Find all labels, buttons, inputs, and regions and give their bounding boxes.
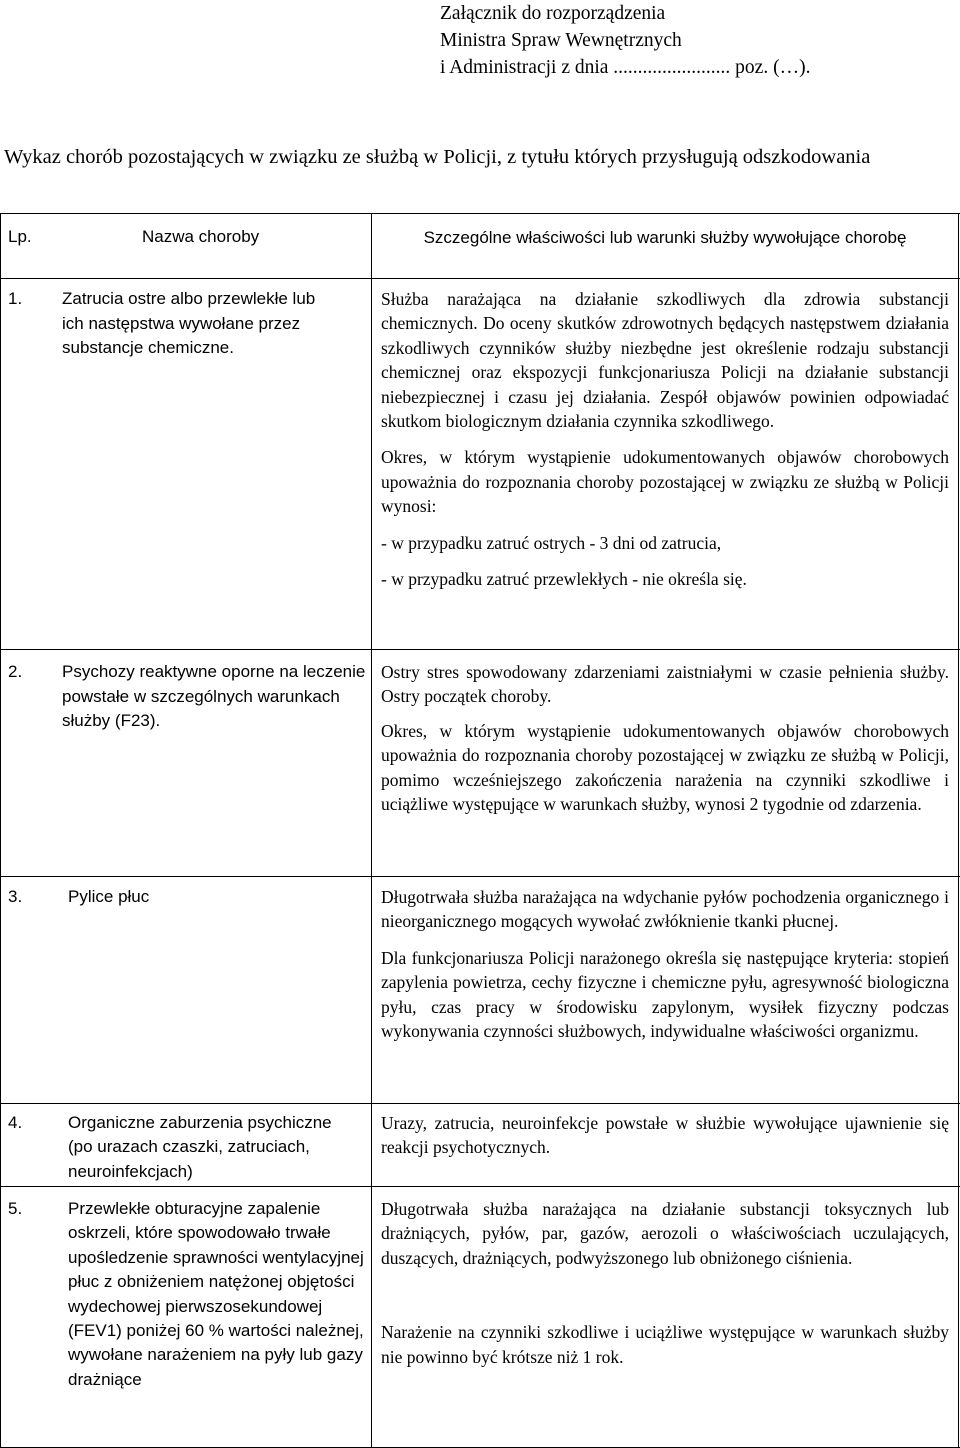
- disease-name: Psychozy reaktywne oporne na leczenie powstałe w szczególnych warunkach służby (F23).: [62, 662, 366, 730]
- conditions-paragraph: Ostry stres spowodowany zdarzeniami zaistniałymi w czasie pełnienia służby. Ostry początek choroby.: [381, 662, 949, 707]
- table-row-divider: [0, 649, 960, 650]
- conditions-paragraph: Okres, w którym wystąpienie udokumentowanych objawów chorobowych upoważnia do rozpoznania choroby pozostającej w związku ze służbą w Policji, pomimo wcześniejszego zakończenia narażenia na czynniki szkodliwe i uciążliwe występujące w warunkach służby, wynosi 2 tygodnie od zdarzenia.: [381, 720, 949, 815]
- disease-table: [0, 213, 960, 1448]
- table-column-divider: [371, 213, 372, 1448]
- conditions-paragraph: Długotrwała służba narażająca na wdychanie pyłów pochodzenia organicznego i nieorganicznego mogących wywołać zwłóknienie tkanki płucnej.: [381, 887, 949, 932]
- conditions-paragraph: Służba narażająca na działanie szkodliwych dla zdrowia substancji chemicznych. Do oceny skutków zdrowotnych będących następstwem działania szkodliwych czynników służby niezbędne jest określenie rodzaju substancji chemicznej oraz ekspozycji funkcjonariusza Policji na działanie substancji niebezpiecznej i czasu jej działania. Zespół objawów powinien odpowiadać skutkom biologicznym działania czynnika szkodliwego.: [381, 289, 949, 432]
- row-number: 1.: [8, 289, 23, 308]
- disease-conditions: [381, 1111, 949, 1160]
- table-border: [0, 213, 1, 1448]
- table-border: [958, 213, 959, 1448]
- disease-conditions: [381, 287, 949, 591]
- disease-name: Przewlekłe obturacyjne zapalenie oskrzeli, które spowodowało trwałe upośledzenie sprawności wentylacyjnej płuc z obniżeniem natężonej objętości wydechowej pierwszosekundowej (FEV1) poniżej 60 % wartości należnej, wywołane narażeniem na pyły lub gazy drażniące: [68, 1199, 364, 1389]
- disease-name: Organiczne zaburzenia psychiczne (po urazach czaszki, zatruciach, neuroinfekcjach): [68, 1113, 332, 1181]
- header-conditions: Szczególne właściwości lub warunki służby wywołujące chorobę: [423, 228, 907, 247]
- disease-conditions: [381, 1197, 949, 1369]
- conditions-paragraph: - w przypadku zatruć ostrych - 3 dni od zatrucia,: [381, 532, 722, 553]
- table-row-divider: [0, 1186, 960, 1187]
- disease-name: Zatrucia ostre albo przewlekłe lub ich następstwa wywołane przez substancje chemiczne.: [62, 289, 316, 357]
- table-row-divider: [0, 1103, 960, 1104]
- header-lp: Lp.: [8, 227, 32, 246]
- conditions-paragraph: Narażenie na czynniki szkodliwe i uciążliwe występujące w warunkach służby nie powinno być krótsze niż 1 rok.: [381, 1322, 949, 1367]
- disease-name: Pylice płuc: [68, 887, 150, 906]
- document-title: Wykaz chorób pozostających w związku ze służbą w Policji, z tytułu których przysługują odszkodowania: [4, 146, 871, 168]
- disease-conditions: [381, 885, 949, 1043]
- conditions-paragraph: Urazy, zatrucia, neuroinfekcje powstałe w służbie wywołujące ujawnienie się reakcji psychotycznych.: [381, 1113, 949, 1158]
- annex-header-line: Ministra Spraw Wewnętrznych: [440, 30, 682, 51]
- annex-header-line: i Administracji z dnia ........................ poz. (…).: [440, 57, 811, 78]
- table-row-divider: [0, 278, 960, 279]
- annex-header: [440, 0, 810, 81]
- conditions-paragraph: Długotrwała służba narażająca na działanie substancji toksycznych lub drażniących, pyłów, par, gazów, aerozoli o właściwościach uczulających, duszących, drażniących, podwyższonego lub obniżonego ciśnienia.: [381, 1199, 949, 1268]
- annex-header-line: Załącznik do rozporządzenia: [440, 3, 666, 24]
- header-disease-name: Nazwa choroby: [142, 227, 260, 246]
- disease-conditions: [381, 660, 949, 816]
- conditions-paragraph: Dla funkcjonariusza Policji narażonego określa się następujące kryteria: stopień zapylenia powietrza, cechy fizyczne i chemiczne pyłu, agresywność biologiczna pyłu, czas pracy w środowisku zapylonym, wysiłek fizyczny podczas wykonywania czynności służbowych, indywidualne właściwości organizmu.: [381, 947, 949, 1042]
- conditions-paragraph: - w przypadku zatruć przewlekłych - nie określa się.: [381, 569, 747, 590]
- conditions-paragraph: Okres, w którym wystąpienie udokumentowanych objawów chorobowych upoważnia do rozpoznania choroby pozostającej w związku ze służbą w Policji wynosi:: [381, 447, 949, 517]
- row-number: 4.: [8, 1113, 23, 1132]
- row-number: 3.: [8, 887, 23, 906]
- table-row-divider: [0, 876, 960, 877]
- table-border: [0, 213, 960, 214]
- row-number: 2.: [8, 662, 23, 681]
- row-number: 5.: [8, 1199, 23, 1218]
